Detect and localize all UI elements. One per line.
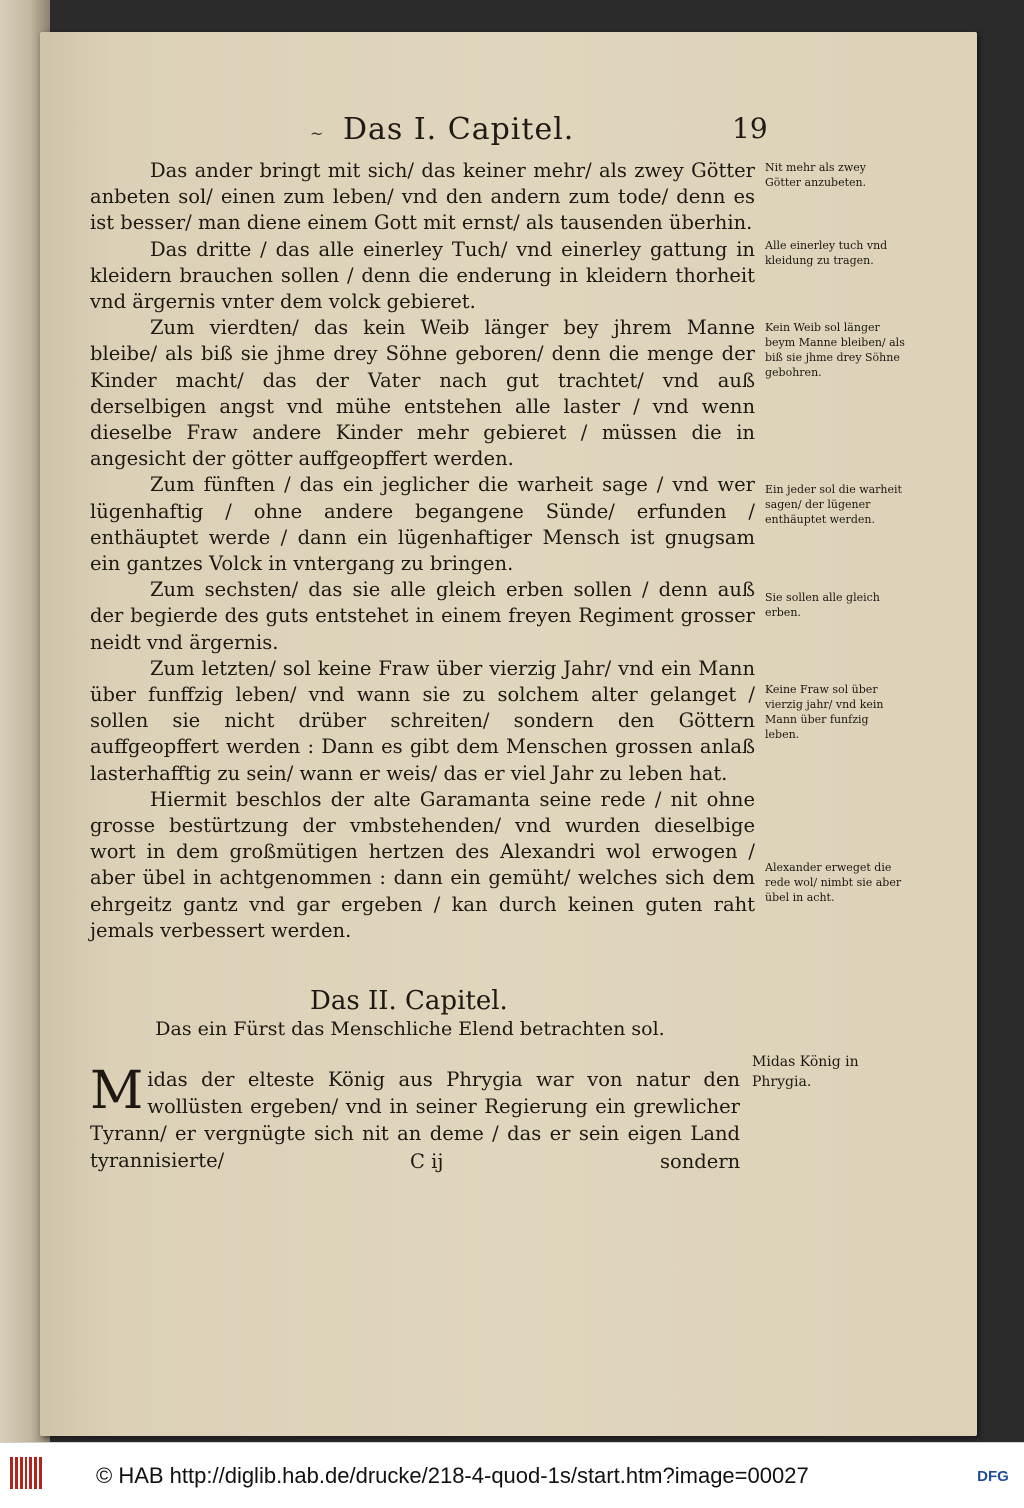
chapter-subtitle: Das ein Fürst das Menschliche Elend betrachten sol.	[155, 1018, 665, 1040]
paragraph: Das dritte / das alle einerley Tuch/ vnd einerley gattung in kleidern brauchen sollen / denn die enderung in kleidern thorheit vnd ärgernis vnter dem volck gebieret.	[90, 237, 755, 314]
paragraph: Zum vierdten/ das kein Weib länger bey jhrem Manne bleibe/ als biß sie jhme drey Söhne geboren/ denn die menge der Kinder macht/ das der Vater nach gut trachtet/ vnd auß derselbigen angst vnd mühe entstehen alle laster / vnd wenn dieselbe Fraw andere Kinder mehr gebieret / müssen die in angesicht der götter auffgeopffert werden.	[90, 316, 755, 471]
drop-initial: M	[90, 1061, 144, 1121]
signature-mark: C ij	[410, 1150, 444, 1173]
copyright-link[interactable]: © HAB http://diglib.hab.de/drucke/218-4-quod-1s/start.htm?image=00027	[96, 1463, 809, 1488]
side-note: Nit mehr als zwey Götter anzubeten.	[765, 161, 867, 189]
paragraph: Zum sechsten/ das sie alle gleich erben sollen / denn auß der begierde des guts entstehet in einem freyen Regiment grosser neidt vnd ärgernis.	[90, 578, 755, 654]
paragraph: Hiermit beschlos der alte Garamanta seine rede / nit ohne grosse bestürtzung der vmbstehenden/ vnd wurden dieselbige wort in dem großmütigen hertzen des Alexandri wol erwogen / aber übel in achtgenommen : dann ein gemüht/ welches sich dem ehrgeitz gantz vnd gar ergeben / kan durch keinen guten raht jemals verbessert werden.	[90, 787, 755, 942]
side-note: Alexander erweget die rede wol/ nimbt sie aber übel in acht.	[765, 861, 902, 904]
paragraph: Zum letzten/ sol keine Fraw über vierzig Jahr/ vnd ein Mann über funffzig leben/ vnd wann sie zu solchem alter gelanget / sollen sie nicht drüber schreiten/ sondern den Göttern auffgeopffert werden : Dann es gibt dem Menschen grossen anlaß lasterhafftig zu sein/ wann er weis/ das er viel Jahr zu leben hat.	[90, 656, 755, 785]
paragraph: Zum fünften / das ein jeglicher die warheit sage / vnd wer lügenhaftig / ohne andere begangene Sünde/ erfunden / enthäuptet werde / dann ein lügenhaftiger Mensch ist gnugsam ein gantzes Volck in vntergang zu bringen.	[90, 473, 755, 576]
side-note-midas: Midas König in Phrygia.	[752, 1054, 859, 1090]
footer-bar	[0, 1442, 1024, 1508]
chapter2-text: idas der elteste König aus Phrygia war von natur den wollüsten ergeben/ vnd in seiner Regierung ein grewlicher Tyrann/ er vergnügte sich nit an deme / das er sein eigen Land tyrannisierte/	[90, 1068, 740, 1172]
catchword: sondern	[660, 1150, 741, 1173]
side-note: Ein jeder sol die warheit sagen/ der lügener enthäuptet werden.	[765, 483, 902, 526]
side-note: Sie sollen alle gleich erben.	[765, 591, 880, 619]
chapter1-body	[90, 158, 755, 944]
running-head-title: Das I. Capitel.	[342, 112, 575, 147]
side-note: Kein Weib sol länger beym Manne bleiben/ als biß sie jhme drey Söhne gebohren.	[765, 321, 905, 379]
dfg-logo: DFG	[977, 1467, 1009, 1485]
side-note: Alle einerley tuch vnd kleidung zu tragen.	[765, 239, 888, 267]
paragraph: Das ander bringt mit sich/ das keiner mehr/ als zwey Götter anbeten sol/ einen zum leben/ vnd den andern zum tode/ denn es ist besser/ man diene einem Gott mit ernst/ als tausenden überhin.	[90, 159, 755, 235]
running-head	[310, 112, 574, 147]
side-note: Keine Fraw sol über vierzig jahr/ vnd kein Mann über funfzig leben.	[765, 683, 884, 741]
chapter-heading: Das II. Capitel.	[310, 986, 508, 1016]
head-ornament: ~	[310, 124, 325, 143]
page-number: 19	[732, 112, 768, 145]
hab-logo-icon	[10, 1457, 42, 1489]
